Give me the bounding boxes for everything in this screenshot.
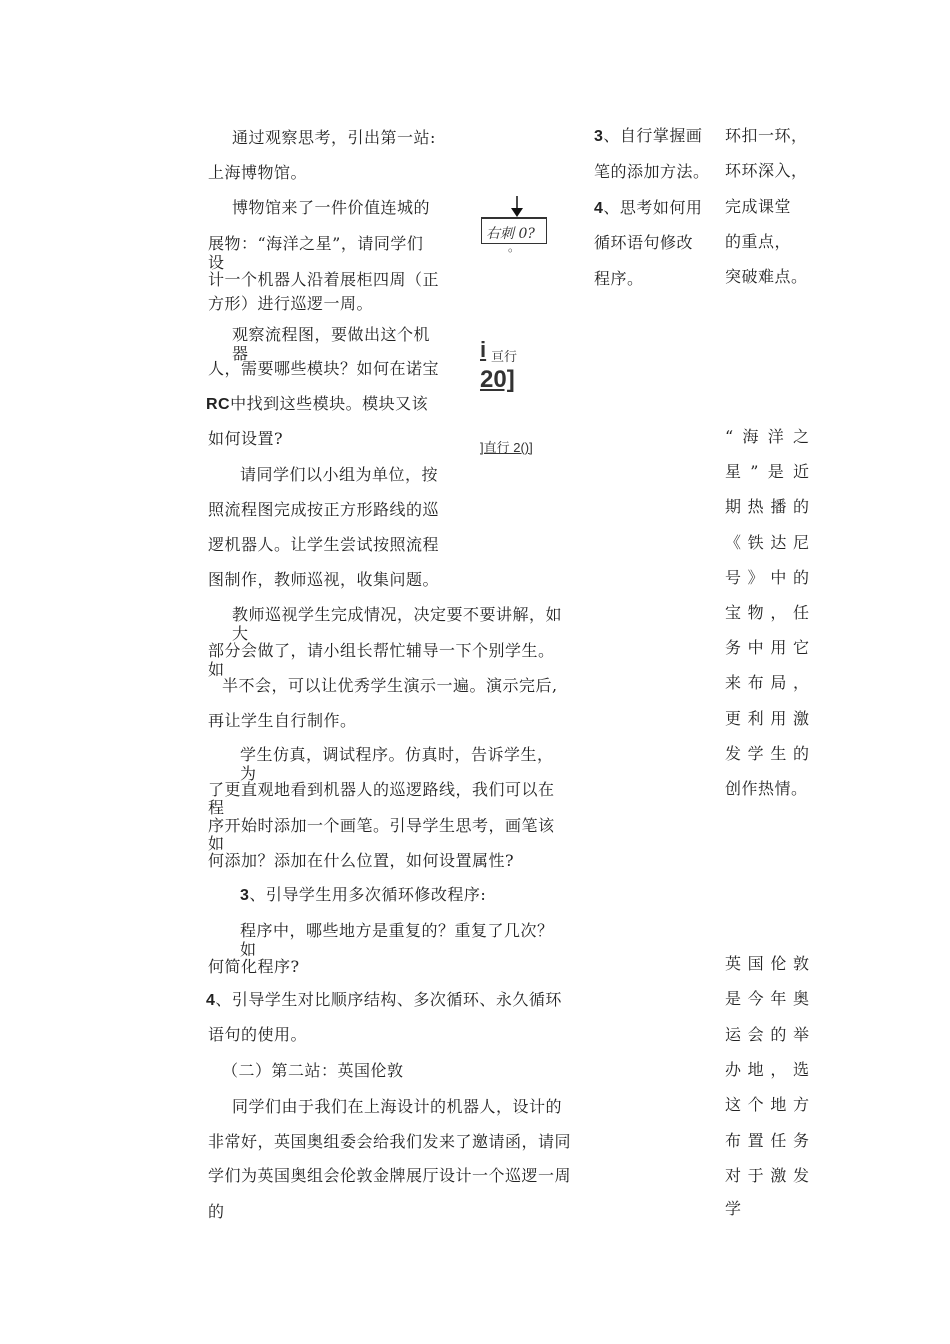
justified-text-line [725, 990, 809, 1008]
flowchart-fragment: 20] [480, 366, 515, 393]
flowchart-dot: 。 [508, 240, 521, 254]
text-char: 中 [747, 638, 764, 658]
text-char: 用 [770, 708, 787, 728]
text-segment: 中找到这些模块。模块又该 [230, 394, 429, 413]
text-line [594, 199, 702, 218]
text-char: 尼 [792, 532, 809, 552]
text-line: 教师巡视学生完成情况，决定要不要讲解，如 [232, 605, 563, 624]
justified-text-line [725, 534, 809, 552]
step-number: 3 [594, 128, 604, 145]
text-char: 务 [725, 638, 742, 658]
text-char: 的 [792, 567, 809, 587]
text-line: 请同学们以小组为单位，按 [240, 465, 439, 484]
text-line: 通过观察思考，引出第一站: [232, 128, 436, 147]
text-line: 笔的添加方法。 [594, 162, 710, 181]
text-char: 星 [725, 462, 742, 482]
text-char: 号 [725, 567, 742, 587]
text-line [206, 991, 562, 1010]
text-fragment: 设 [208, 253, 225, 272]
text-fragment: 大 [232, 624, 249, 643]
text-char: 》 [747, 567, 764, 587]
text-line: 环扣一环， [725, 126, 808, 145]
text-line: 学生仿真，调试程序。仿真时，告诉学生， [240, 745, 554, 764]
text-line: 程序。 [594, 269, 644, 288]
text-char: 国 [747, 954, 764, 973]
justified-text-line [725, 463, 809, 481]
justified-text-line [725, 1061, 809, 1079]
justified-text-line [725, 498, 809, 516]
text-char: 来 [725, 673, 742, 693]
text-line: 部分会做了，请小组长帮忙辅导一下个别学生。 [208, 641, 555, 660]
justified-text-line [725, 428, 809, 446]
text-char: 播 [770, 497, 787, 517]
text-char: 方 [792, 1095, 809, 1115]
text-char: 《 [725, 532, 742, 552]
text-line: 环环深入， [725, 161, 808, 180]
text-char: 是 [767, 462, 784, 482]
text-line: 循环语句修改 [594, 233, 694, 252]
text-char: 英 [725, 954, 742, 973]
text-line: 序开始时添加一个画笔。引导学生思考，画笔该 [208, 816, 555, 835]
justified-text-line [725, 1167, 809, 1185]
text-char: 激 [792, 708, 809, 728]
text-line: 方形）进行巡逻一周。 [208, 294, 374, 313]
text-char: 任 [770, 1130, 787, 1150]
text-char: 发 [792, 1165, 809, 1185]
text-line: 观察流程图，要做出这个机 [232, 325, 431, 344]
justified-text-line [725, 674, 809, 692]
text-char: 铁 [747, 532, 764, 552]
step-number: 4 [594, 200, 604, 217]
justified-text-line [725, 1132, 809, 1150]
justified-text-line [725, 569, 809, 587]
step-number: 3 [240, 887, 250, 904]
text-char: 的 [792, 743, 809, 763]
flowchart-fragment-big: i [480, 337, 487, 362]
text-line: 的 [208, 1202, 225, 1221]
text-segment: 、引导学生用多次循环修改程序: [249, 885, 487, 904]
justified-text-line [725, 604, 809, 622]
text-char: 发 [725, 743, 742, 763]
text-char: 置 [747, 1130, 764, 1150]
text-fragment: 为 [240, 764, 257, 783]
text-line: 的重点， [725, 232, 792, 251]
text-fragment: 如 [240, 940, 257, 959]
text-char: 任 [792, 603, 809, 622]
text-char: 生 [770, 743, 787, 763]
text-char: 于 [747, 1165, 764, 1185]
justified-text-line [725, 639, 809, 657]
text-char: 是 [725, 989, 742, 1009]
text-line: 人，需要哪些模块？如何在诺宝 [208, 359, 440, 378]
text-char: 会 [747, 1024, 764, 1044]
text-char: 更 [725, 708, 742, 728]
text-line: 半不会，可以让优秀学生演示一遍。演示完后, [222, 676, 558, 695]
text-char: 洋 [767, 427, 784, 446]
text-char: 近 [792, 462, 809, 482]
text-line [206, 395, 428, 414]
text-line: 非常好，英国奥组委会给我们发来了邀请函，请同 [208, 1132, 572, 1151]
text-char: 的 [770, 1024, 787, 1044]
text-line: 如何设置? [208, 429, 284, 448]
text-char: 布 [747, 673, 764, 693]
text-line: 学 [725, 1199, 742, 1218]
text-char: 地 [770, 1095, 787, 1115]
justified-text-line [725, 710, 809, 728]
text-line: 学们为英国奥组会伦敦金牌展厅设计一个巡逻一周 [208, 1166, 572, 1185]
text-fragment: 程 [208, 798, 225, 817]
text-char: 学 [747, 743, 764, 763]
text-char: 热 [747, 497, 764, 517]
text-char: 用 [770, 638, 787, 658]
text-char: 敦 [792, 954, 809, 973]
text-line: 突破难点。 [725, 267, 808, 286]
text-fragment: 如 [208, 834, 225, 853]
text-char: “ [725, 427, 734, 446]
text-char: 物 [747, 603, 764, 622]
text-fragment: 如 [208, 660, 225, 679]
text-line: 何简化程序? [208, 957, 300, 976]
text-char: ， [770, 1059, 787, 1079]
text-line: 同学们由于我们在上海设计的机器人，设计的 [232, 1097, 563, 1116]
text-char: ， [792, 673, 809, 693]
text-char: 局 [770, 673, 787, 693]
text-segment: 、引导学生对比顺序结构、多次循环、永久循环 [215, 990, 562, 1009]
text-char: 运 [725, 1024, 742, 1044]
text-char: 个 [747, 1095, 764, 1115]
text-char: 举 [792, 1024, 809, 1044]
justified-text-line [725, 745, 809, 763]
text-char: 宝 [725, 603, 742, 622]
flowchart-fragment [480, 337, 486, 363]
text-fragment: 器 [232, 344, 249, 363]
text-char: 年 [770, 989, 787, 1009]
text-line: 了更直观地看到机器人的巡逻路线，我们可以在 [208, 780, 555, 799]
text-line: 完成课堂 [725, 197, 792, 216]
text-line: 图制作，教师巡视，收集问题。 [208, 570, 440, 589]
justified-text-line [725, 1096, 809, 1114]
text-char: 海 [742, 427, 759, 446]
text-char: 期 [725, 497, 742, 517]
step-number: 4 [206, 992, 216, 1009]
flowchart-block-label: 右刺 0? [486, 226, 535, 242]
text-char: 这 [725, 1095, 742, 1115]
text-char: ， [770, 603, 787, 622]
text-char: 地 [747, 1059, 764, 1079]
text-line [240, 886, 486, 905]
text-line: 创作热情。 [725, 779, 808, 798]
text-segment: 、思考如何用 [603, 198, 703, 217]
text-line: 展物：“海洋之星”，请同学们 [208, 234, 424, 253]
text-char: 今 [747, 989, 764, 1009]
flowchart-fragment: ]直行 2()] [480, 440, 533, 455]
text-line [594, 127, 702, 146]
text-char: 之 [792, 427, 809, 446]
text-char: 奥 [792, 989, 809, 1009]
text-char: 达 [770, 532, 787, 552]
rc-label: RC [206, 396, 231, 413]
text-segment: 、自行掌握画 [603, 126, 703, 145]
text-char: 伦 [770, 954, 787, 973]
text-char: 选 [792, 1059, 809, 1079]
text-char: 对 [725, 1165, 742, 1185]
text-char: ” [750, 462, 759, 482]
text-char: 利 [747, 708, 764, 728]
justified-text-line [725, 1026, 809, 1044]
text-line: 照流程图完成按正方形路线的巡 [208, 500, 440, 519]
text-char: 中 [770, 567, 787, 587]
text-char: 的 [792, 497, 809, 517]
text-line: 程序中，哪些地方是重复的？重复了几次？ [240, 921, 554, 940]
text-char: 办 [725, 1059, 742, 1079]
text-line: 逻机器人。让学生尝试按照流程 [208, 535, 440, 554]
flowchart-fragment-small: 亘行 [491, 349, 518, 364]
text-char: 它 [792, 638, 809, 658]
text-line: 何添加？添加在什么位置，如何设置属性? [208, 851, 515, 870]
justified-text-line [725, 955, 809, 973]
text-line: 计一个机器人沿着展柜四周（正 [208, 270, 440, 289]
text-line: 博物馆来了一件价值连城的 [232, 198, 431, 217]
text-char: 务 [792, 1130, 809, 1150]
text-line: 上海博物馆。 [208, 163, 308, 182]
text-line: 再让学生自行制作。 [208, 711, 357, 730]
text-char: 布 [725, 1130, 742, 1150]
text-line: 语句的使用。 [208, 1025, 308, 1044]
section-heading: （二）第二站：英国伦敦 [222, 1061, 404, 1080]
text-char: 激 [770, 1165, 787, 1185]
